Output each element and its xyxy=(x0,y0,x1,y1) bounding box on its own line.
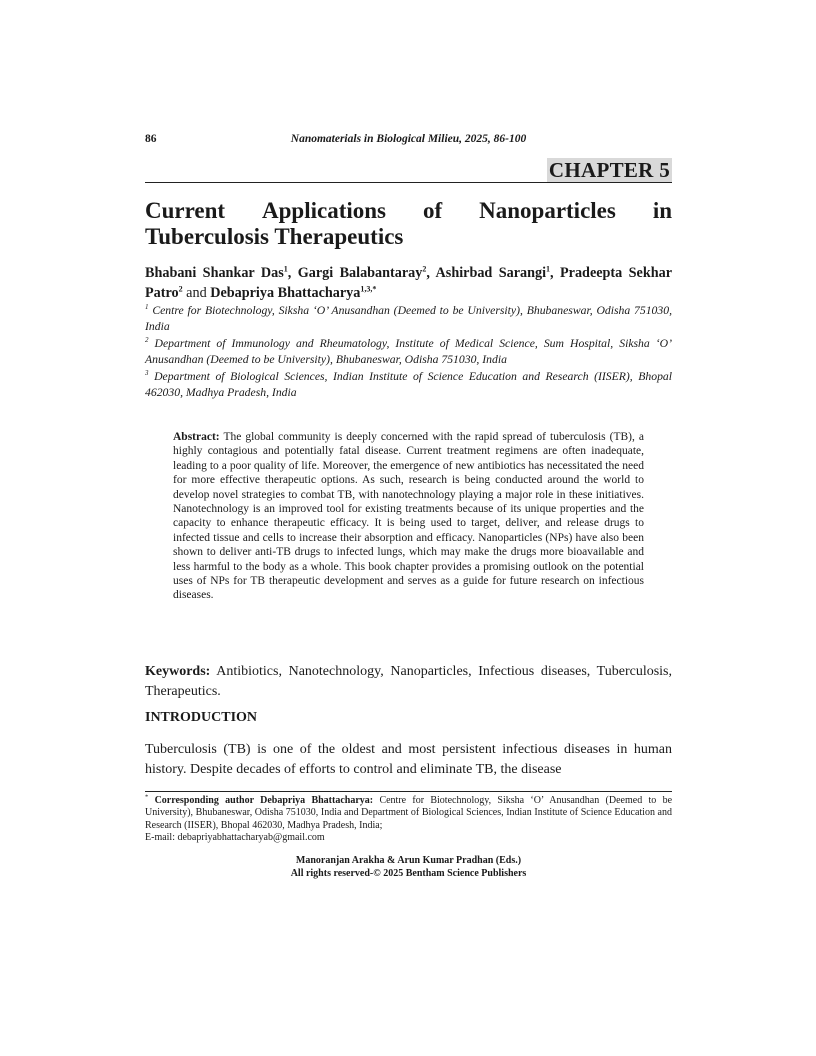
affiliation-mark: 1 xyxy=(145,303,149,312)
author-name: Ashirbad Sarangi xyxy=(435,265,547,281)
affiliation-text: Department of Biological Sciences, Indian Institute of Science Education and Research (IISER), Bhopal 462030, Madhya Pradesh, India xyxy=(145,370,673,399)
title-word: Nanoparticles xyxy=(479,198,616,223)
journal-citation xyxy=(145,133,672,145)
journal-year-pages: , 2025, 86-100 xyxy=(459,133,527,145)
footnote-email: E-mail: debapriyabhattacharyab@gmail.com xyxy=(145,832,325,844)
author-affil-mark: 1 xyxy=(546,264,551,274)
chapter-label-row xyxy=(145,158,672,183)
keywords xyxy=(145,662,672,702)
section-heading: INTRODUCTION xyxy=(145,710,258,725)
affiliation xyxy=(145,369,672,401)
footnote-label: Corresponding author Debapriya Bhattacharya: xyxy=(154,795,374,806)
title-line-1 xyxy=(145,198,672,224)
author-separator: , xyxy=(550,265,560,281)
author-name: Gargi Balabantaray xyxy=(297,265,423,281)
author-name: Debapriya Bhattacharya xyxy=(210,285,361,301)
author-separator: , xyxy=(426,265,436,281)
affiliation-list xyxy=(145,303,672,402)
author-affil-mark: 2 xyxy=(178,284,183,294)
abstract-label: Abstract: xyxy=(173,431,220,443)
affiliation-mark: 3 xyxy=(145,369,149,378)
journal-title: Nanomaterials in Biological Milieu xyxy=(290,133,460,145)
author-affil-mark: 1 xyxy=(283,264,288,274)
running-header xyxy=(145,133,672,149)
abstract xyxy=(173,430,644,603)
affiliation-text: Department of Immunology and Rheumatology, Institute of Medical Science, Sum Hospital, Siksha ‘O’ Anusandhan (Deemed to be University), Bhubaneswar, Odisha 751030, India xyxy=(145,337,673,366)
editors-credit xyxy=(145,855,672,880)
page-number: 86 xyxy=(145,133,157,145)
author-conjunction: and xyxy=(186,285,207,301)
author-affil-mark: 1,3,* xyxy=(360,284,377,294)
author-affil-mark: 2 xyxy=(422,264,427,274)
title-word: Applications xyxy=(262,198,387,223)
chapter-title xyxy=(145,198,672,250)
footnote-mark: * xyxy=(145,793,149,801)
abstract-text: The global community is deeply concerned with the rapid spread of tuberculosis (TB), a highly contagious and potentially fatal disease. Current treatment regimens are often inadequate, leading to a poor quality of life. Moreover, the emergence of new antibiotics has necessitated the need for more effective therapeutic options. As such, research is being conducted around the world to develop novel strategies to combat TB, with nanotechnology playing a major role in these initiatives. Nanotechnology is an improved tool for existing treatments because of its unique properties and the capacity to enhance therapeutic efficacy. It is being used to target, deliver, and release drugs to infected tissue and cells to increase their absorption and efficacy. Nanoparticles (NPs) have also been shown to deliver anti-TB drugs to infected lungs, which may make the drugs more bioavailable and less harmful to the body as a whole. This book chapter provides a promising outlook on the potential uses of NPs for TB therapeutic development and serves as a guide for future research on infectious diseases. xyxy=(173,431,645,602)
keywords-label: Keywords: xyxy=(145,664,211,679)
affiliation xyxy=(145,303,672,335)
author-list xyxy=(145,263,672,303)
keywords-text: Antibiotics, Nanotechnology, Nanoparticles, Infectious diseases, Tuberculosis, Therapeutics. xyxy=(145,664,673,699)
title-word: of xyxy=(422,198,443,223)
title-line-2: Tuberculosis Therapeutics xyxy=(145,224,404,249)
introduction-text: Tuberculosis (TB) is one of the oldest and most persistent infectious diseases in human history. Despite decades of efforts to control and eliminate TB, the disease xyxy=(145,742,672,777)
affiliation xyxy=(145,336,672,368)
title-word: Current xyxy=(145,198,226,223)
author-name: Pradeepta Sekhar Patro xyxy=(145,265,673,301)
author-separator: , xyxy=(287,265,298,281)
footnote xyxy=(145,795,672,845)
affiliation-text: Centre for Biotechnology, Siksha ‘O’ Anusandhan (Deemed to be University), Bhubaneswar, Odisha 751030, India xyxy=(145,304,673,333)
affiliation-mark: 2 xyxy=(145,336,149,345)
footnote-divider xyxy=(145,791,672,792)
editors-line: Manoranjan Arakha & Arun Kumar Pradhan (Eds.) xyxy=(295,855,522,866)
footnote-text: Centre for Biotechnology, Siksha ‘O’ Anusandhan (Deemed to be University), Bhubaneswar, Odisha 751030, India and Department of Biological Sciences, Indian Institute of Science Education and Research (IISER), Bhopal 462030, Madhya Pradesh, India; xyxy=(145,795,673,831)
author-name: Bhabani Shankar Das xyxy=(145,265,284,281)
title-word: in xyxy=(652,198,672,223)
chapter-label: CHAPTER 5 xyxy=(548,158,670,182)
copyright-line: All rights reserved-© 2025 Bentham Science Publishers xyxy=(290,867,527,879)
